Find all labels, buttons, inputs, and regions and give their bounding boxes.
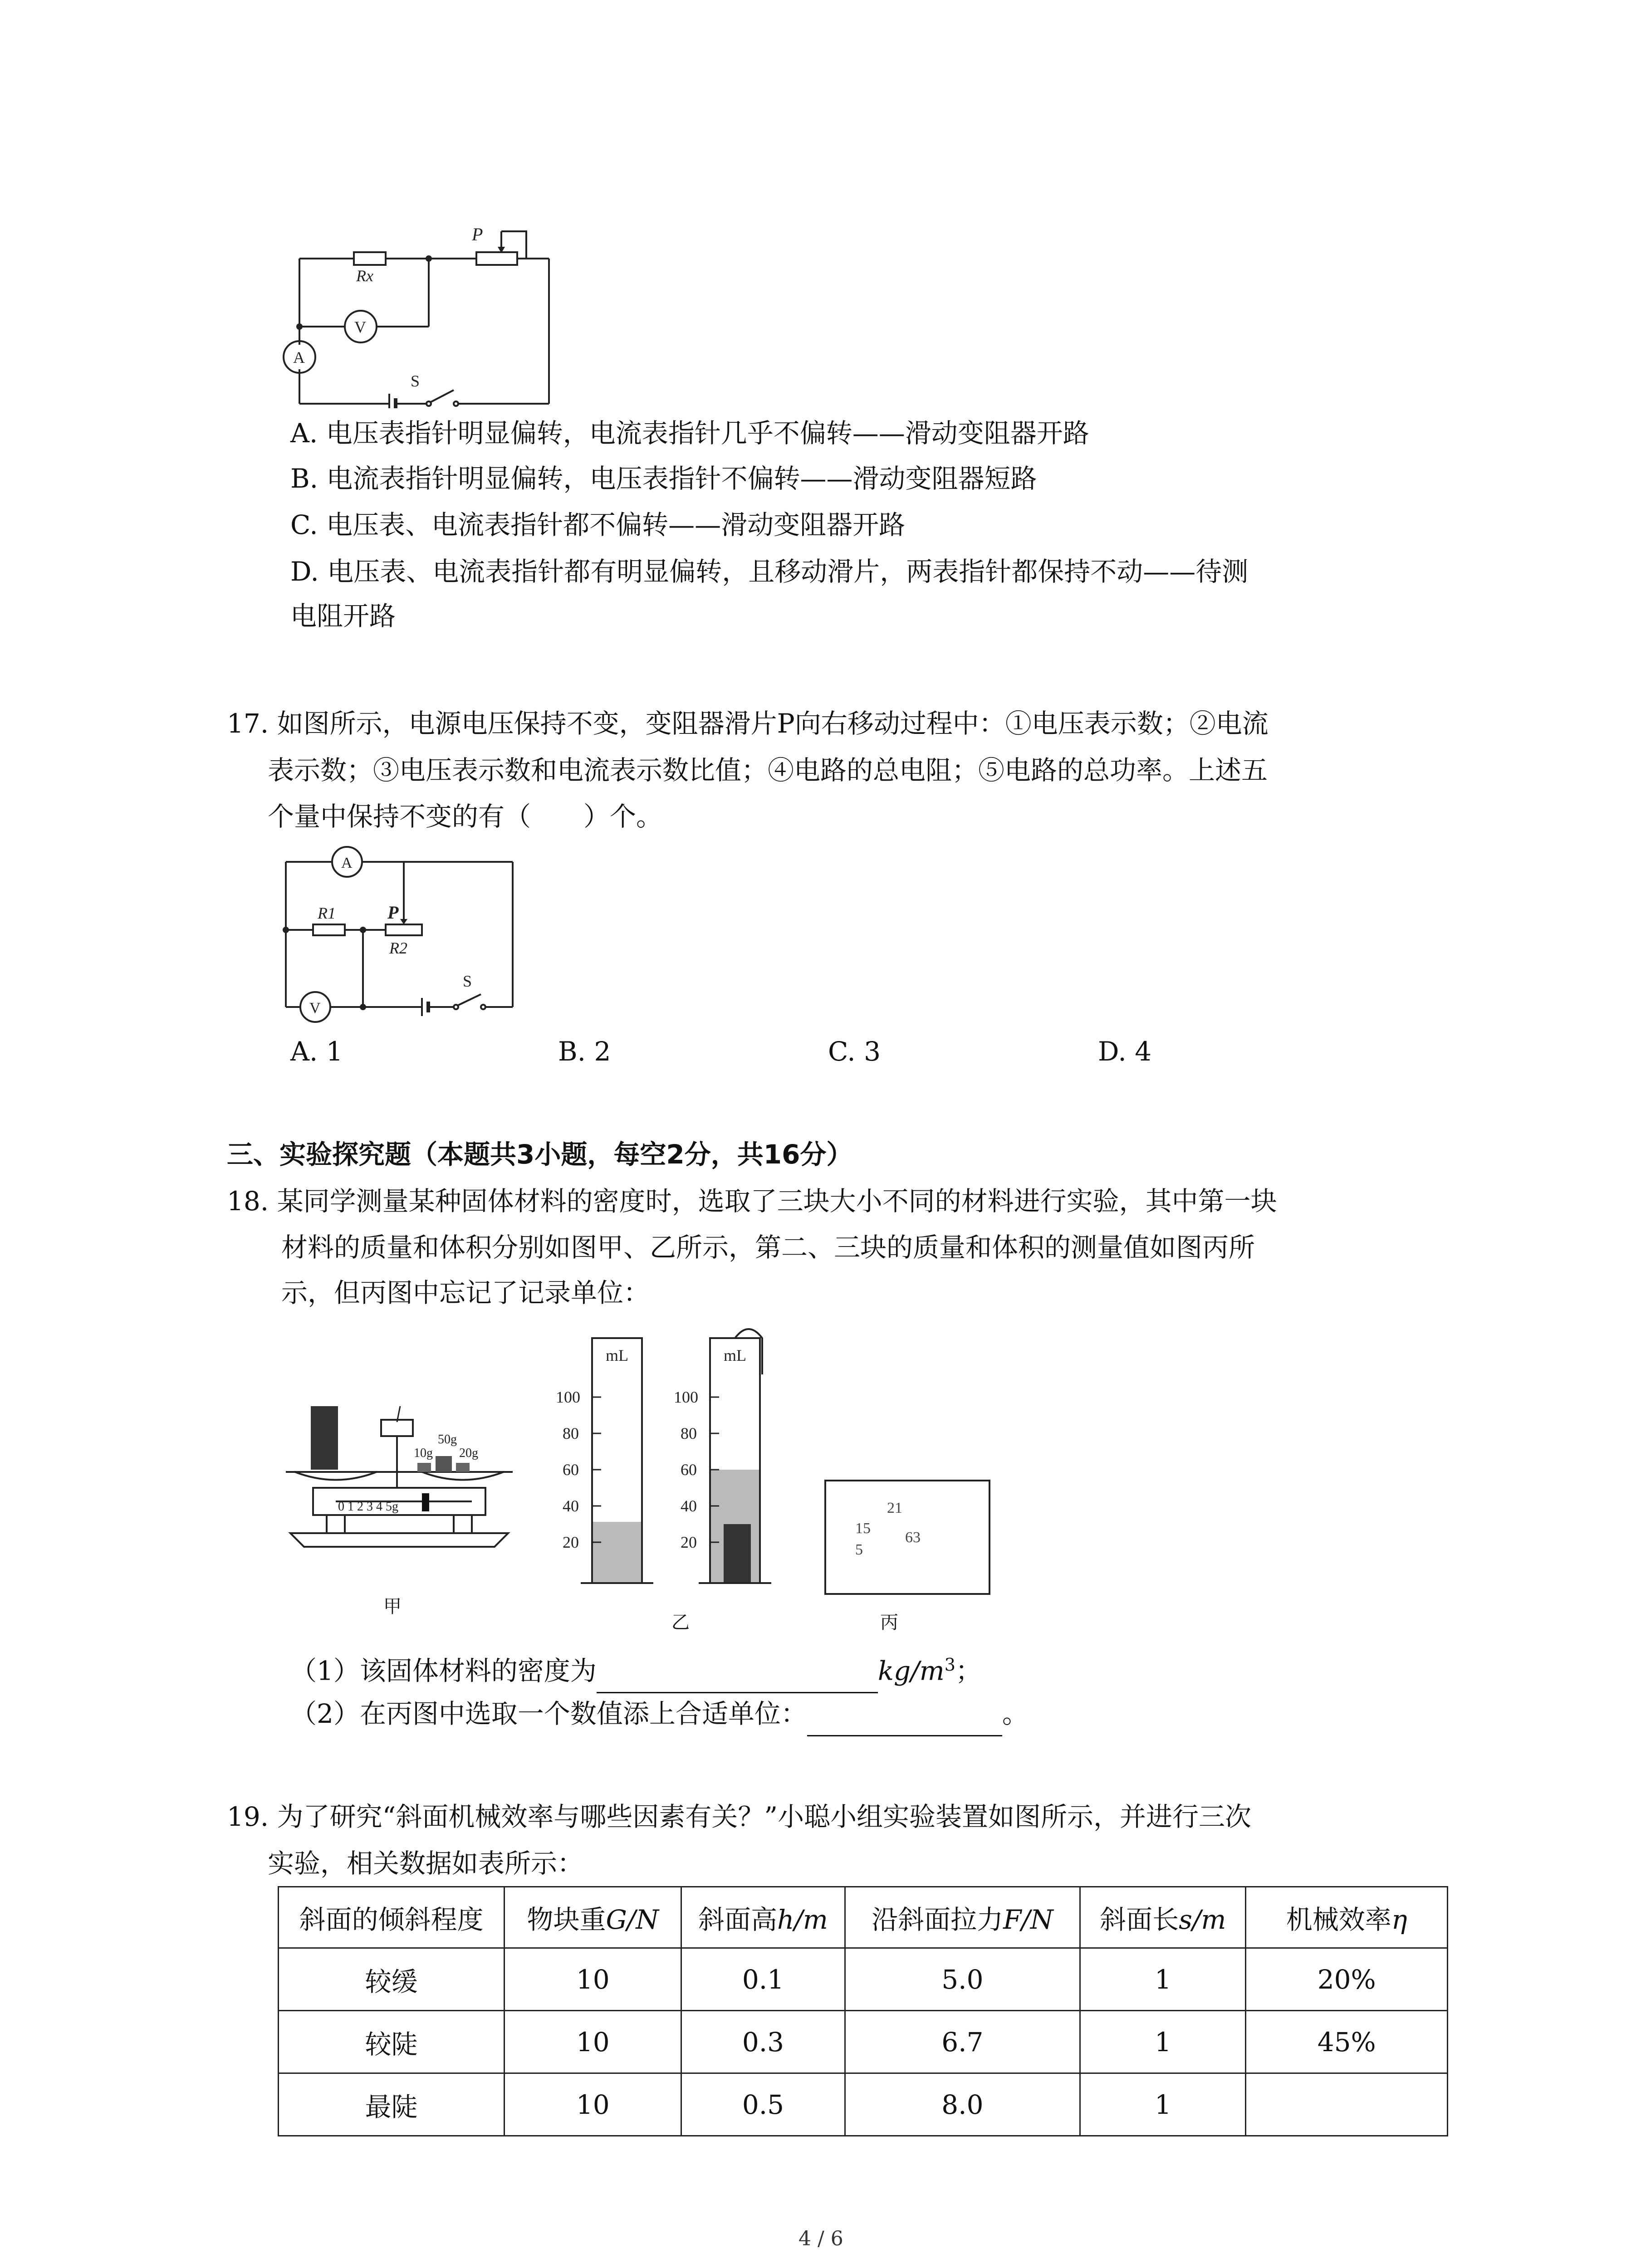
q16-label-s: S [411, 372, 420, 390]
q18-sub1 [290, 1642, 982, 1693]
cylinder-2-tick-100: 100 [674, 1388, 698, 1406]
cylinder-1-tick-20: 20 [563, 1533, 579, 1551]
q16-option-a: A. 电压表指针明显偏转，电流表指针几乎不偏转——滑动变阻器开路 [290, 418, 1089, 449]
cylinder-2-tick-20: 20 [681, 1533, 697, 1551]
table-cell: 10 [505, 1948, 681, 2011]
q17-label-p: P [387, 902, 399, 923]
table-cell: 最陡 [279, 2073, 505, 2136]
q17-circuit-diagram [272, 835, 526, 1030]
q18-stem-line-1: 18. 某同学测量某种固体材料的密度时，选取了三块大小不同的材料进行实验，其中第一块 [227, 1186, 1277, 1217]
cylinder-2-unit: mL [724, 1346, 746, 1364]
cylinder-2-tick-80: 80 [681, 1424, 697, 1442]
table-cell: 1 [1080, 2011, 1246, 2073]
table-cell: 较陡 [279, 2011, 505, 2073]
q19-stem-line-1: 19. 为了研究“斜面机械效率与哪些因素有关？”小聪小组实验装置如图所示，并进行三次 [227, 1801, 1251, 1832]
table-cell: 8.0 [845, 2073, 1080, 2136]
q16-option-b: B. 电流表指针明显偏转，电压表指针不偏转——滑动变阻器短路 [290, 463, 1037, 494]
cylinder-1-tick-100: 100 [556, 1388, 580, 1406]
table-cell: 0.5 [681, 2073, 845, 2136]
table-cell: 1 [1080, 2073, 1246, 2136]
balance-weight-10g: 10g [414, 1446, 433, 1460]
value-21: 21 [887, 1500, 902, 1516]
q17-option-a: A. 1 [290, 1036, 343, 1067]
q16-label-v: V [354, 318, 366, 336]
q18-sub1-end: ； [955, 1655, 982, 1686]
q16-option-d-cont: 电阻开路 [290, 601, 396, 631]
cylinder-1-tick-80: 80 [563, 1424, 579, 1442]
q17-stem-line-2: 表示数；③电压表示数和电流表示数比值；④电路的总电阻；⑤电路的总功率。上述五 [268, 755, 1268, 786]
cylinder-2-tick-60: 60 [681, 1461, 697, 1479]
q17-label-r1: R1 [318, 904, 336, 922]
value-15: 15 [855, 1520, 871, 1537]
header-length: 斜面长s/m [1080, 1887, 1246, 1948]
table-row [279, 2073, 1448, 2136]
table-cell: 45% [1246, 2011, 1448, 2073]
cylinder-1-unit: mL [606, 1346, 628, 1364]
q17-label-r2: R2 [389, 939, 407, 957]
table-row [279, 2011, 1448, 2073]
q17-option-b: B. 2 [558, 1036, 611, 1067]
table-cell: 10 [505, 2073, 681, 2136]
table-header-row [279, 1887, 1448, 1948]
table-cell: 0.3 [681, 2011, 845, 2073]
balance-weight-20g: 20g [459, 1446, 478, 1460]
q17-stem-line-1: 17. 如图所示，电源电压保持不变，变阻器滑片P向右移动过程中：①电压表示数；②电流 [227, 708, 1269, 739]
cylinder-1-tick-60: 60 [563, 1461, 579, 1479]
table-cell: 较缓 [279, 1948, 505, 2011]
q18-sub2-end: 。 [1002, 1698, 1029, 1729]
q18-sub2-prefix: （2）在丙图中选取一个数值添上合适单位： [290, 1698, 807, 1729]
table-cell: 1 [1080, 1948, 1246, 2011]
balance-caption: 甲 [383, 1596, 402, 1617]
q18-sub2-blank[interactable] [807, 1703, 1002, 1736]
header-height: 斜面高h/m [681, 1887, 845, 1948]
q17-label-v: V [309, 1000, 321, 1017]
graduated-cylinders [549, 1320, 803, 1601]
balance-figure [281, 1397, 517, 1551]
q16-option-d: D. 电压表、电流表指针都有明显偏转，且移动滑片，两表指针都保持不动——待测 [290, 556, 1249, 587]
q17-stem-line-3: 个量中保持不变的有（ ）个。 [268, 801, 663, 832]
cylinder-2-tick-40: 40 [681, 1497, 697, 1515]
q18-sub1-exp: 3 [944, 1655, 955, 1675]
q19-stem-line-2: 实验，相关数据如表所示： [268, 1848, 584, 1879]
q16-circuit-diagram [272, 218, 563, 408]
header-incline: 斜面的倾斜程度 [279, 1887, 505, 1948]
header-weight: 物块重G/N [505, 1887, 681, 1948]
q18-sub2 [290, 1691, 1029, 1736]
q18-sub1-blank[interactable] [597, 1660, 878, 1693]
value-5: 5 [855, 1541, 863, 1558]
q19-efficiency-blank-cell[interactable] [1246, 2073, 1448, 2136]
balance-weight-50g: 50g [438, 1432, 457, 1447]
table-cell: 6.7 [845, 2011, 1080, 2073]
q16-label-rx: Rx [356, 267, 373, 285]
q17-label-a: A [341, 855, 353, 871]
header-efficiency: 机械效率η [1246, 1887, 1448, 1948]
values-box-caption: 丙 [880, 1612, 898, 1633]
q17-option-d: D. 4 [1098, 1036, 1152, 1067]
q18-stem-line-3: 示，但丙图中忘记了记录单位： [281, 1277, 650, 1308]
value-63: 63 [905, 1529, 921, 1546]
page-number: 4 / 6 [798, 2227, 843, 2250]
cylinder-caption: 乙 [671, 1612, 690, 1633]
q16-label-a: A [293, 348, 305, 367]
q19-data-table [278, 1886, 1448, 2136]
q16-label-p: P [472, 224, 483, 244]
q17-label-s: S [463, 972, 472, 990]
section-3-heading: 三、实验探究题（本题共3小题，每空2分，共16分） [227, 1139, 853, 1170]
recorded-values-box [823, 1479, 991, 1597]
table-row [279, 1948, 1448, 2011]
q18-sub1-unit: kg/m [877, 1655, 945, 1686]
table-cell: 20% [1246, 1948, 1448, 2011]
table-cell: 10 [505, 2011, 681, 2073]
q18-stem-line-2: 材料的质量和体积分别如图甲、乙所示，第二、三块的质量和体积的测量值如图丙所 [281, 1232, 1255, 1263]
table-cell: 0.1 [681, 1948, 845, 2011]
balance-scale: 0 1 2 3 4 5g [338, 1500, 398, 1514]
q17-option-c: C. 3 [828, 1036, 881, 1067]
q18-sub1-prefix: （1）该固体材料的密度为 [290, 1655, 597, 1686]
cylinder-1-tick-40: 40 [563, 1497, 579, 1515]
table-cell: 5.0 [845, 1948, 1080, 2011]
q16-option-c: C. 电压表、电流表指针都不偏转——滑动变阻器开路 [290, 509, 906, 540]
header-pull-force: 沿斜面拉力F/N [845, 1887, 1080, 1948]
